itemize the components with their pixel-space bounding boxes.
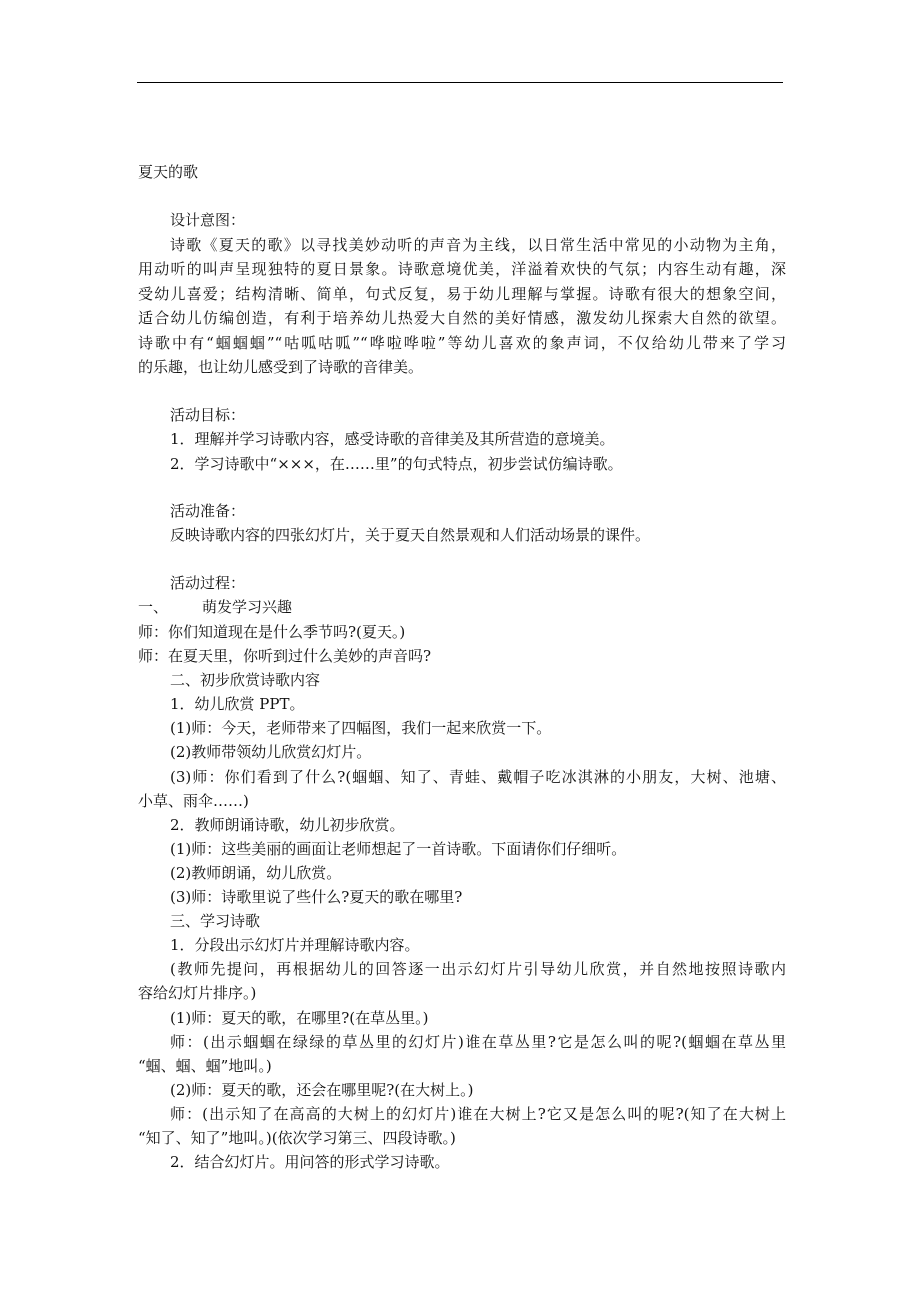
process-line: “蝈、蝈、蝈”地叫。): [138, 1057, 272, 1075]
section-number: 一、: [138, 598, 169, 616]
design-intent-line: 诗歌中有“蝈蝈蝈”“咕呱咕呱”“哗啦哗啦”等幼儿喜欢的象声词，不仅给幼儿带来了学习: [138, 334, 786, 352]
design-intent-line: 受幼儿喜爱；结构清晰、简单，句式反复，易于幼儿理解与掌握。诗歌有很大的想象空间，: [138, 285, 786, 303]
section-title: 萌发学习兴趣: [202, 598, 293, 616]
process-line: (3)师：诗歌里说了些什么?夏天的歌在哪里?: [170, 888, 463, 906]
design-intent-line: 适合幼儿仿编创造，有利于培养幼儿热爱大自然的美好情感，激发幼儿探索大自然的欲望。: [138, 309, 786, 327]
process-line: 1．分段出示幻灯片并理解诗歌内容。: [170, 936, 420, 954]
process-line: “知了、知了”地叫。)(依次学习第三、四段诗歌。): [138, 1129, 456, 1147]
process-line: (教师先提问，再根据幼儿的回答逐一出示幻灯片引导幼儿欣赏，并自然地按照诗歌内: [170, 960, 786, 978]
header-rule: [137, 82, 783, 83]
process-line: (1)师：夏天的歌，在哪里?(在草丛里。): [170, 1009, 429, 1027]
process-line: (1)师：今天，老师带来了四幅图，我们一起来欣赏一下。: [170, 719, 552, 737]
design-intent-heading: 设计意图：: [170, 211, 246, 229]
design-intent-line: 的乐趣，也让幼儿感受到了诗歌的音律美。: [138, 358, 424, 376]
page-title: 夏天的歌: [138, 163, 199, 181]
goal-item: 2．学习诗歌中“×××，在……里”的句式特点，初步尝试仿编诗歌。: [170, 455, 623, 473]
prep-heading: 活动准备：: [170, 502, 246, 520]
process-line: 2．教师朗诵诗歌，幼儿初步欣赏。: [170, 816, 405, 834]
process-line: 1．幼儿欣赏 PPT。: [170, 695, 305, 713]
process-line: (2)师：夏天的歌，还会在哪里呢?(在大树上。): [170, 1081, 474, 1099]
process-line: 师：在夏天里，你听到过什么美妙的声音吗?: [138, 647, 432, 665]
process-line: 师：(出示蝈蝈在绿绿的草丛里的幻灯片)谁在草丛里?它是怎么叫的呢?(蝈蝈在草丛里: [170, 1033, 786, 1051]
goal-item: 1．理解并学习诗歌内容，感受诗歌的音律美及其所营造的意境美。: [170, 430, 615, 448]
prep-text: 反映诗歌内容的四张幻灯片，关于夏天自然景观和人们活动场景的课件。: [170, 526, 651, 544]
process-heading: 活动过程：: [170, 574, 246, 592]
process-line: 2．结合幻灯片。用问答的形式学习诗歌。: [170, 1153, 450, 1171]
process-line: 容给幻灯片排序。): [138, 984, 257, 1002]
process-line: 师：你们知道现在是什么季节吗?(夏天。): [138, 623, 406, 641]
design-intent-line: 用动听的叫声呈现独特的夏日景象。诗歌意境优美，洋溢着欢快的气氛；内容生动有趣，深: [138, 260, 786, 278]
process-line: 小草、雨伞……): [138, 792, 249, 810]
process-line: (2)教师朗诵，幼儿欣赏。: [170, 864, 342, 882]
process-line: 师：(出示知了在高高的大树上的幻灯片)谁在大树上?它又是怎么叫的呢?(知了在大树上: [170, 1105, 786, 1123]
section-title: 三、学习诗歌: [170, 912, 261, 930]
goals-heading: 活动目标：: [170, 406, 246, 424]
process-line: (3)师：你们看到了什么?(蝈蝈、知了、青蛙、戴帽子吃冰淇淋的小朋友，大树、池塘、: [170, 768, 786, 786]
process-line: (2)教师带领幼儿欣赏幻灯片。: [170, 743, 372, 761]
section-title: 二、初步欣赏诗歌内容: [170, 671, 321, 689]
process-line: (1)师：这些美丽的画面让老师想起了一首诗歌。下面请你们仔细听。: [170, 840, 627, 858]
design-intent-line: 诗歌《夏天的歌》以寻找美妙动听的声音为主线，以日常生活中常见的小动物为主角，: [170, 236, 786, 254]
